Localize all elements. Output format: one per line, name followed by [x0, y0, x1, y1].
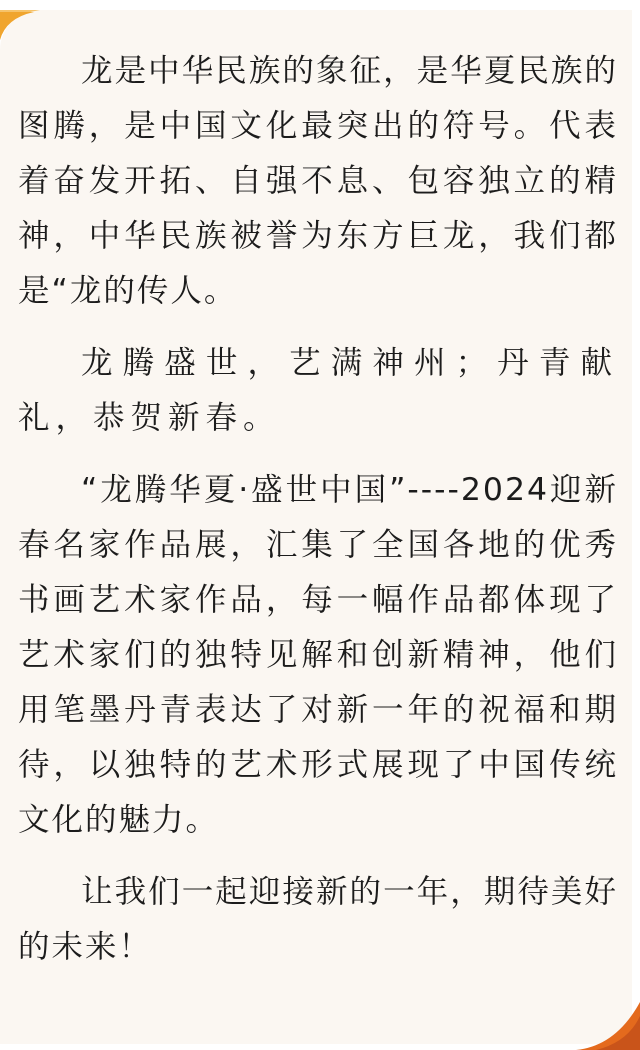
- paragraph-dragon-symbol: 龙是中华民族的象征，是华夏民族的图腾，是中国文化最突出的符号。代表着奋发开拓、自强不息、包容独立的精神，中华民族被誉为东方巨龙，我们都是“龙的传人。: [18, 53, 618, 309]
- paragraph-closing-wish: 让我们一起迎接新的一年，期待美好的未来！: [18, 874, 618, 965]
- paragraph-new-year-greeting: 龙腾盛世，艺满神州；丹青献礼，恭贺新春。: [18, 345, 618, 436]
- paragraph-exhibition-description: “龙腾华夏·盛世中国”----2024迎新春名家作品展，汇集了全国各地的优秀书画艺术家作品，每一幅作品都体现了艺术家们的独特见解和创新精神，他们用笔墨丹青表达了对新一年的祝福和期待，以独特的艺术形式展现了中国传统文化的魅力。: [18, 472, 618, 838]
- corner-ornament-bottom-right: [576, 1002, 640, 1050]
- article-body: [18, 44, 618, 975]
